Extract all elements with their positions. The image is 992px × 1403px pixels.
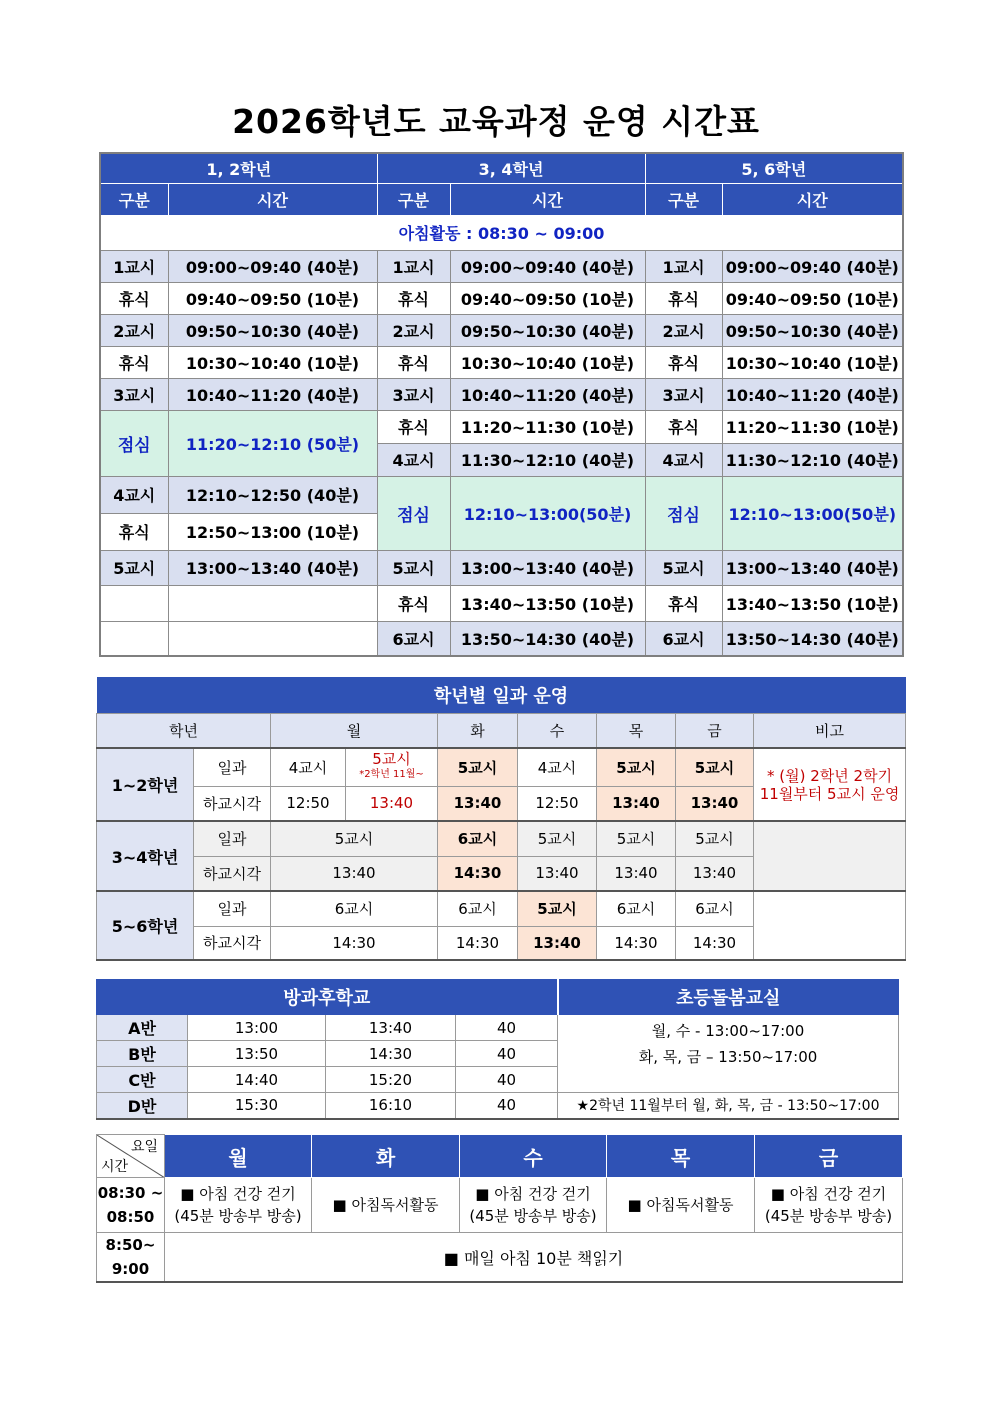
class-minutes: 40 xyxy=(456,1067,558,1093)
activity-line: ■ 아침 건강 걷기 xyxy=(475,1185,591,1203)
morning-activities xyxy=(96,1134,903,1283)
period-label: 6교시 xyxy=(645,621,722,656)
period-label: 4교시 xyxy=(100,476,168,513)
cell-value: 13:40 xyxy=(676,786,754,821)
col-header: 구분 xyxy=(377,183,450,215)
period-time: 12:10~12:50 (40분) xyxy=(168,476,377,513)
empty-cell xyxy=(168,585,377,621)
care-special: ★2학년 11월부터 월, 화, 목, 금 - 13:50~17:00 xyxy=(558,1093,899,1119)
class-name: C반 xyxy=(97,1067,188,1093)
care-hours xyxy=(558,1015,899,1093)
day-header: 월 xyxy=(165,1135,312,1178)
lunch-label: 점심 xyxy=(100,410,168,476)
period-time: 13:00~13:40 (40분) xyxy=(168,550,377,585)
cell-value: 13:40 xyxy=(346,786,438,821)
cell-value: 6교시 xyxy=(271,891,438,926)
cell-value: 14:30 xyxy=(438,856,518,891)
cell-value: 6교시 xyxy=(597,891,676,926)
period-time: 10:40~11:20 (40분) xyxy=(168,378,377,410)
slot-time xyxy=(97,1233,165,1283)
cell-value: 5교시 xyxy=(676,821,754,856)
class-name: D반 xyxy=(97,1093,188,1119)
cell-value: 14:30 xyxy=(597,926,676,960)
period-label: 2교시 xyxy=(100,314,168,346)
row-label: 하교시각 xyxy=(194,926,271,960)
col-header: 구분 xyxy=(100,183,168,215)
after-school-table xyxy=(96,979,899,1120)
period-time: 13:00~13:40 (40분) xyxy=(722,550,903,585)
daily-title: 학년별 일과 운영 xyxy=(97,677,906,713)
remark xyxy=(754,748,906,821)
header-wed: 수 xyxy=(518,713,597,748)
period-time: 09:50~10:30 (40분) xyxy=(450,314,645,346)
period-time: 13:00~13:40 (40분) xyxy=(450,550,645,585)
care-line: 화, 목, 금 – 13:50~17:00 xyxy=(638,1048,818,1066)
period-time: 09:40~09:50 (10분) xyxy=(722,282,903,314)
cell-value: 12:50 xyxy=(518,786,597,821)
cell-value: 13:40 xyxy=(518,856,597,891)
corner-header xyxy=(97,1135,165,1178)
period-label: 3교시 xyxy=(377,378,450,410)
period-label: 휴식 xyxy=(645,410,722,443)
period-label: 휴식 xyxy=(100,282,168,314)
cell-value: 13:40 xyxy=(438,786,518,821)
day-header: 목 xyxy=(607,1135,755,1178)
period-label: 휴식 xyxy=(645,282,722,314)
class-name: B반 xyxy=(97,1041,188,1067)
cell-value: 14:30 xyxy=(676,926,754,960)
group-header: 3, 4학년 xyxy=(377,153,645,183)
activity-cell xyxy=(165,1178,312,1233)
remark-empty xyxy=(754,821,906,891)
row-label: 일과 xyxy=(194,748,271,786)
class-end: 15:20 xyxy=(326,1067,456,1093)
period-label: 휴식 xyxy=(645,585,722,621)
activity-line: ■ 아침 건강 걷기 xyxy=(180,1185,296,1203)
period-label: 1교시 xyxy=(645,250,722,282)
row-label: 일과 xyxy=(194,891,271,926)
empty-cell xyxy=(100,621,168,656)
period-time: 11:30~12:10 (40분) xyxy=(450,443,645,476)
period-time: 13:40~13:50 (10분) xyxy=(722,585,903,621)
period-time: 09:50~10:30 (40분) xyxy=(168,314,377,346)
cell-value: 5교시 xyxy=(597,821,676,856)
cell-value: 13:40 xyxy=(597,856,676,891)
period-label: 3교시 xyxy=(645,378,722,410)
col-header: 시간 xyxy=(168,183,377,215)
period-label: 5교시 xyxy=(377,550,450,585)
row-label: 일과 xyxy=(194,821,271,856)
period-time: 13:50~14:30 (40분) xyxy=(450,621,645,656)
header-thu: 목 xyxy=(597,713,676,748)
period-time: 09:00~09:40 (40분) xyxy=(722,250,903,282)
grade-label: 3~4학년 xyxy=(97,821,194,891)
daily-schedule xyxy=(96,677,906,961)
class-name: A반 xyxy=(97,1015,188,1041)
header-tue: 화 xyxy=(438,713,518,748)
period-time: 10:30~10:40 (10분) xyxy=(450,346,645,378)
header-mon: 월 xyxy=(271,713,438,748)
period-label: 4교시 xyxy=(645,443,722,476)
activity-cell xyxy=(607,1178,755,1233)
lunch-label: 점심 xyxy=(377,476,450,550)
cell-value: 13:40 xyxy=(676,856,754,891)
cell-value: 6교시 xyxy=(438,891,518,926)
cell-value: 4교시 xyxy=(518,748,597,786)
empty-cell xyxy=(100,585,168,621)
class-start: 14:40 xyxy=(188,1067,326,1093)
class-end: 16:10 xyxy=(326,1093,456,1119)
class-start: 15:30 xyxy=(188,1093,326,1119)
day-header: 화 xyxy=(312,1135,460,1178)
group-header: 5, 6학년 xyxy=(645,153,903,183)
slot-time-line: 8:50~ xyxy=(105,1236,156,1254)
period-time: 09:00~09:40 (40분) xyxy=(168,250,377,282)
empty-cell xyxy=(168,621,377,656)
care-line: 월, 수 - 13:00~17:00 xyxy=(651,1022,805,1040)
period-label: 1교시 xyxy=(100,250,168,282)
corner-time: 시간 xyxy=(101,1159,129,1175)
period-time: 09:50~10:30 (40분) xyxy=(722,314,903,346)
cell-value: 13:40 xyxy=(518,926,597,960)
class-minutes: 40 xyxy=(456,1093,558,1119)
remark-line: * (월) 2학년 2학기 xyxy=(767,766,893,785)
cell-value: 6교시 xyxy=(676,891,754,926)
slot-time-line: 08:50 xyxy=(106,1208,155,1226)
corner-day: 요일 xyxy=(130,1139,158,1155)
cell-value: 13:40 xyxy=(597,786,676,821)
cell-value: 5교시 xyxy=(438,748,518,786)
period-label: 1교시 xyxy=(377,250,450,282)
class-start: 13:00 xyxy=(188,1015,326,1041)
period-label: 5교시 xyxy=(645,550,722,585)
period-time: 10:30~10:40 (10분) xyxy=(722,346,903,378)
grade-label: 1~2학년 xyxy=(97,748,194,821)
period-time: 10:40~11:20 (40분) xyxy=(450,378,645,410)
grade-label: 5~6학년 xyxy=(97,891,194,960)
period-label: 2교시 xyxy=(377,314,450,346)
group-header: 1, 2학년 xyxy=(100,153,377,183)
timetable xyxy=(99,152,904,657)
class-end: 13:40 xyxy=(326,1015,456,1041)
col-header: 시간 xyxy=(450,183,645,215)
cell-value: 12:50 xyxy=(271,786,346,821)
daily-reading: ■ 매일 아침 10분 책읽기 xyxy=(165,1233,903,1283)
cell-value: 6교시 xyxy=(438,821,518,856)
period-label: 휴식 xyxy=(377,346,450,378)
cell-value: 14:30 xyxy=(438,926,518,960)
header-note: 비고 xyxy=(754,713,906,748)
care-title: 초등돌봄교실 xyxy=(558,980,899,1015)
period-time: 09:40~09:50 (10분) xyxy=(450,282,645,314)
activity-line: (45분 방송부 방송) xyxy=(764,1207,893,1225)
period-time: 11:20~11:30 (10분) xyxy=(450,410,645,443)
cell-value: 13:40 xyxy=(271,856,438,891)
cell-value: 14:30 xyxy=(271,926,438,960)
morning-activity: 아침활동 : 08:30 ~ 09:00 xyxy=(100,215,903,250)
day-header: 금 xyxy=(755,1135,903,1178)
period-time: 13:50~14:30 (40분) xyxy=(722,621,903,656)
period-label: 휴식 xyxy=(100,513,168,550)
activity-line: (45분 방송부 방송) xyxy=(469,1207,597,1225)
slot-time xyxy=(97,1178,165,1233)
row-label: 하교시각 xyxy=(194,786,271,821)
cell-main: 5교시 xyxy=(372,750,411,769)
activity-cell xyxy=(460,1178,607,1233)
lunch-time: 11:20~12:10 (50분) xyxy=(168,410,377,476)
period-label: 4교시 xyxy=(377,443,450,476)
class-start: 13:50 xyxy=(188,1041,326,1067)
row-label: 하교시각 xyxy=(194,856,271,891)
period-time: 12:50~13:00 (10분) xyxy=(168,513,377,550)
period-label: 6교시 xyxy=(377,621,450,656)
period-time: 13:40~13:50 (10분) xyxy=(450,585,645,621)
col-header: 구분 xyxy=(645,183,722,215)
class-end: 14:30 xyxy=(326,1041,456,1067)
cell-value: 5교시 xyxy=(518,891,597,926)
cell-value: 5교시 xyxy=(271,821,438,856)
col-header: 시간 xyxy=(722,183,903,215)
page-title: 2026학년도 교육과정 운영 시간표 xyxy=(232,102,760,141)
period-label: 5교시 xyxy=(100,550,168,585)
activity-line: ■ 아침 건강 걷기 xyxy=(770,1185,887,1203)
remark-empty xyxy=(754,891,906,960)
period-label: 휴식 xyxy=(377,410,450,443)
period-label: 휴식 xyxy=(645,346,722,378)
activity-cell xyxy=(312,1178,460,1233)
day-header: 수 xyxy=(460,1135,607,1178)
period-label: 휴식 xyxy=(377,282,450,314)
period-time: 11:20~11:30 (10분) xyxy=(722,410,903,443)
period-time: 11:30~12:10 (40분) xyxy=(722,443,903,476)
period-time: 09:40~09:50 (10분) xyxy=(168,282,377,314)
slot-time-line: 08:30 ~ xyxy=(97,1184,164,1202)
period-label: 휴식 xyxy=(377,585,450,621)
cell-value: 4교시 xyxy=(271,748,346,786)
lunch-label: 점심 xyxy=(645,476,722,550)
activity-cell xyxy=(755,1178,903,1233)
period-label: 휴식 xyxy=(100,346,168,378)
header-fri: 금 xyxy=(676,713,754,748)
cell-value: 5교시 xyxy=(676,748,754,786)
class-minutes: 40 xyxy=(456,1015,558,1041)
remark-line: 11월부터 5교시 운영 xyxy=(759,784,900,803)
lunch-time: 12:10~13:00(50분) xyxy=(450,476,645,550)
activity-line: ■ 아침독서활동 xyxy=(332,1196,439,1214)
period-time: 10:40~11:20 (40분) xyxy=(722,378,903,410)
header-grade: 학년 xyxy=(97,713,271,748)
cell-value xyxy=(346,748,438,786)
period-time: 10:30~10:40 (10분) xyxy=(168,346,377,378)
cell-value: 5교시 xyxy=(518,821,597,856)
period-time: 09:00~09:40 (40분) xyxy=(450,250,645,282)
after-school-title: 방과후학교 xyxy=(97,980,558,1015)
class-minutes: 40 xyxy=(456,1041,558,1067)
period-label: 2교시 xyxy=(645,314,722,346)
cell-subnote: *2학년 11월~ xyxy=(359,769,424,781)
activity-line: (45분 방송부 방송) xyxy=(174,1207,302,1225)
slot-time-line: 9:00 xyxy=(111,1260,150,1278)
period-label: 3교시 xyxy=(100,378,168,410)
lunch-time: 12:10~13:00(50분) xyxy=(722,476,903,550)
cell-value: 5교시 xyxy=(597,748,676,786)
activity-line: ■ 아침독서활동 xyxy=(627,1196,734,1214)
